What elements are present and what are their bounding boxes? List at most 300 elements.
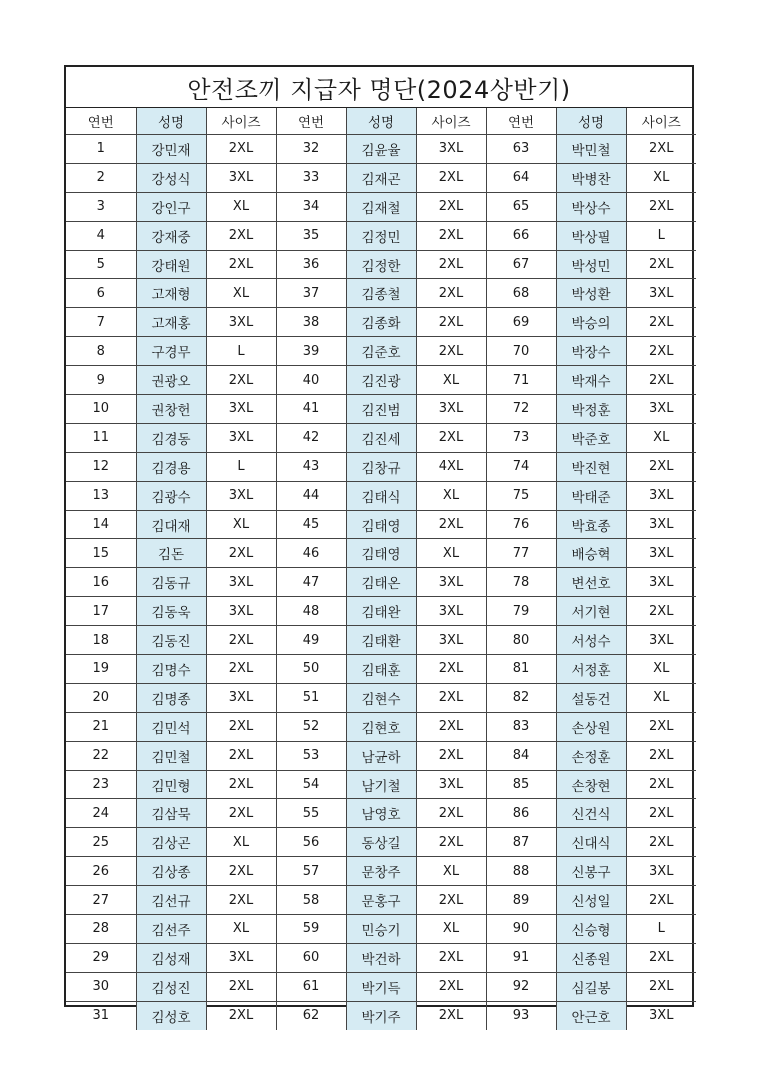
serial-number-cell: 23 — [66, 770, 136, 799]
serial-number-cell: 42 — [276, 423, 346, 452]
vest-size-cell: 3XL — [626, 539, 696, 568]
person-name-cell: 신봉구 — [556, 857, 626, 886]
vest-size-cell: 2XL — [416, 683, 486, 712]
vest-size-cell: 2XL — [416, 221, 486, 250]
table-row — [66, 452, 696, 481]
header-no: 연번 — [276, 108, 346, 135]
person-name-cell: 권창헌 — [136, 395, 206, 424]
vest-size-cell: 3XL — [626, 1001, 696, 1029]
vest-size-cell: L — [206, 337, 276, 366]
person-name-cell: 김동진 — [136, 626, 206, 655]
vest-size-cell: XL — [416, 366, 486, 395]
serial-number-cell: 86 — [486, 799, 556, 828]
person-name-cell: 김경용 — [136, 452, 206, 481]
serial-number-cell: 65 — [486, 192, 556, 221]
serial-number-cell: 83 — [486, 712, 556, 741]
person-name-cell: 박진현 — [556, 452, 626, 481]
table-row — [66, 915, 696, 944]
serial-number-cell: 34 — [276, 192, 346, 221]
vest-size-cell: 3XL — [416, 770, 486, 799]
serial-number-cell: 48 — [276, 597, 346, 626]
vest-size-cell: 2XL — [206, 135, 276, 164]
person-name-cell: 김정민 — [346, 221, 416, 250]
person-name-cell: 서정훈 — [556, 655, 626, 684]
vest-size-cell: 2XL — [416, 192, 486, 221]
vest-size-cell: 2XL — [626, 943, 696, 972]
person-name-cell: 김삼묵 — [136, 799, 206, 828]
person-name-cell: 신건식 — [556, 799, 626, 828]
serial-number-cell: 92 — [486, 972, 556, 1001]
serial-number-cell: 11 — [66, 423, 136, 452]
table-row — [66, 1001, 696, 1029]
vest-size-cell: XL — [626, 655, 696, 684]
person-name-cell: 문홍구 — [346, 886, 416, 915]
serial-number-cell: 46 — [276, 539, 346, 568]
serial-number-cell: 25 — [66, 828, 136, 857]
person-name-cell: 김진세 — [346, 423, 416, 452]
vest-size-cell: 3XL — [416, 135, 486, 164]
header-row — [66, 108, 696, 135]
serial-number-cell: 17 — [66, 597, 136, 626]
vest-size-cell: 3XL — [626, 510, 696, 539]
table-row — [66, 655, 696, 684]
serial-number-cell: 53 — [276, 741, 346, 770]
document-title: 안전조끼 지급자 명단(2024상반기) — [66, 67, 692, 108]
table-row — [66, 683, 696, 712]
person-name-cell: 박성환 — [556, 279, 626, 308]
person-name-cell: 문창주 — [346, 857, 416, 886]
serial-number-cell: 31 — [66, 1001, 136, 1029]
serial-number-cell: 29 — [66, 943, 136, 972]
table-row — [66, 163, 696, 192]
serial-number-cell: 72 — [486, 395, 556, 424]
person-name-cell: 김경동 — [136, 423, 206, 452]
serial-number-cell: 16 — [66, 568, 136, 597]
person-name-cell: 박준호 — [556, 423, 626, 452]
person-name-cell: 박병찬 — [556, 163, 626, 192]
person-name-cell: 김진광 — [346, 366, 416, 395]
person-name-cell: 김윤율 — [346, 135, 416, 164]
person-name-cell: 신성일 — [556, 886, 626, 915]
serial-number-cell: 6 — [66, 279, 136, 308]
serial-number-cell: 76 — [486, 510, 556, 539]
person-name-cell: 김준호 — [346, 337, 416, 366]
serial-number-cell: 85 — [486, 770, 556, 799]
vest-size-cell: 2XL — [206, 857, 276, 886]
vest-size-cell: 3XL — [416, 395, 486, 424]
vest-size-cell: 2XL — [416, 1001, 486, 1029]
vest-size-cell: 2XL — [626, 337, 696, 366]
vest-size-cell: XL — [206, 828, 276, 857]
person-name-cell: 김태온 — [346, 568, 416, 597]
serial-number-cell: 35 — [276, 221, 346, 250]
person-name-cell: 박재수 — [556, 366, 626, 395]
vest-size-cell: 2XL — [626, 741, 696, 770]
vest-size-cell: 2XL — [416, 972, 486, 1001]
serial-number-cell: 7 — [66, 308, 136, 337]
vest-size-cell: 3XL — [206, 568, 276, 597]
serial-number-cell: 37 — [276, 279, 346, 308]
person-name-cell: 구경무 — [136, 337, 206, 366]
header-size: 사이즈 — [416, 108, 486, 135]
person-name-cell: 김대재 — [136, 510, 206, 539]
vest-size-cell: 2XL — [416, 423, 486, 452]
person-name-cell: 동상길 — [346, 828, 416, 857]
serial-number-cell: 39 — [276, 337, 346, 366]
person-name-cell: 박건하 — [346, 943, 416, 972]
vest-size-cell: 2XL — [206, 712, 276, 741]
serial-number-cell: 13 — [66, 481, 136, 510]
serial-number-cell: 82 — [486, 683, 556, 712]
serial-number-cell: 67 — [486, 250, 556, 279]
person-name-cell: 신대식 — [556, 828, 626, 857]
serial-number-cell: 54 — [276, 770, 346, 799]
table-row — [66, 972, 696, 1001]
serial-number-cell: 4 — [66, 221, 136, 250]
vest-size-cell: 2XL — [206, 799, 276, 828]
serial-number-cell: 58 — [276, 886, 346, 915]
vest-size-cell: 4XL — [416, 452, 486, 481]
person-name-cell: 김종화 — [346, 308, 416, 337]
vest-size-cell: 2XL — [416, 163, 486, 192]
person-name-cell: 박민철 — [556, 135, 626, 164]
vest-size-cell: 2XL — [626, 972, 696, 1001]
roster-sheet — [64, 65, 694, 1026]
vest-size-cell: 2XL — [416, 655, 486, 684]
serial-number-cell: 5 — [66, 250, 136, 279]
person-name-cell: 남영호 — [346, 799, 416, 828]
serial-number-cell: 18 — [66, 626, 136, 655]
person-name-cell: 김창규 — [346, 452, 416, 481]
vest-size-cell: 2XL — [206, 250, 276, 279]
serial-number-cell: 93 — [486, 1001, 556, 1029]
vest-size-cell: 3XL — [626, 395, 696, 424]
serial-number-cell: 12 — [66, 452, 136, 481]
vest-size-cell: 2XL — [416, 279, 486, 308]
vest-size-cell: 3XL — [626, 626, 696, 655]
vest-size-cell: 2XL — [416, 886, 486, 915]
person-name-cell: 배승혁 — [556, 539, 626, 568]
vest-size-cell: XL — [626, 423, 696, 452]
vest-size-cell: 2XL — [416, 712, 486, 741]
person-name-cell: 김태환 — [346, 626, 416, 655]
vest-size-cell: XL — [206, 192, 276, 221]
serial-number-cell: 68 — [486, 279, 556, 308]
vest-size-cell: XL — [416, 481, 486, 510]
serial-number-cell: 62 — [276, 1001, 346, 1029]
person-name-cell: 민승기 — [346, 915, 416, 944]
person-name-cell: 설동건 — [556, 683, 626, 712]
serial-number-cell: 27 — [66, 886, 136, 915]
vest-size-cell: 2XL — [626, 366, 696, 395]
table-row — [66, 626, 696, 655]
vest-size-cell: 2XL — [626, 308, 696, 337]
serial-number-cell: 41 — [276, 395, 346, 424]
serial-number-cell: 88 — [486, 857, 556, 886]
person-name-cell: 김재철 — [346, 192, 416, 221]
table-row — [66, 279, 696, 308]
vest-size-cell: 2XL — [626, 250, 696, 279]
person-name-cell: 김현호 — [346, 712, 416, 741]
serial-number-cell: 80 — [486, 626, 556, 655]
person-name-cell: 박효종 — [556, 510, 626, 539]
serial-number-cell: 56 — [276, 828, 346, 857]
table-row — [66, 741, 696, 770]
vest-size-cell: 3XL — [206, 395, 276, 424]
person-name-cell: 고재형 — [136, 279, 206, 308]
person-name-cell: 김성호 — [136, 1001, 206, 1029]
header-name: 성명 — [136, 108, 206, 135]
serial-number-cell: 51 — [276, 683, 346, 712]
serial-number-cell: 57 — [276, 857, 346, 886]
person-name-cell: 박상필 — [556, 221, 626, 250]
person-name-cell: 김태훈 — [346, 655, 416, 684]
serial-number-cell: 10 — [66, 395, 136, 424]
table-row — [66, 135, 696, 164]
vest-size-cell: 2XL — [416, 510, 486, 539]
serial-number-cell: 59 — [276, 915, 346, 944]
serial-number-cell: 87 — [486, 828, 556, 857]
vest-size-cell: XL — [626, 163, 696, 192]
serial-number-cell: 26 — [66, 857, 136, 886]
vest-size-cell: 3XL — [626, 857, 696, 886]
person-name-cell: 손창현 — [556, 770, 626, 799]
person-name-cell: 고재홍 — [136, 308, 206, 337]
serial-number-cell: 24 — [66, 799, 136, 828]
person-name-cell: 박장수 — [556, 337, 626, 366]
person-name-cell: 강민재 — [136, 135, 206, 164]
serial-number-cell: 1 — [66, 135, 136, 164]
table-row — [66, 395, 696, 424]
serial-number-cell: 14 — [66, 510, 136, 539]
vest-size-cell: 2XL — [416, 308, 486, 337]
serial-number-cell: 90 — [486, 915, 556, 944]
serial-number-cell: 8 — [66, 337, 136, 366]
vest-size-cell: 2XL — [626, 770, 696, 799]
serial-number-cell: 30 — [66, 972, 136, 1001]
serial-number-cell: 36 — [276, 250, 346, 279]
table-row — [66, 799, 696, 828]
table-row — [66, 308, 696, 337]
person-name-cell: 김태식 — [346, 481, 416, 510]
vest-size-cell: L — [626, 221, 696, 250]
vest-size-cell: 2XL — [626, 828, 696, 857]
vest-size-cell: XL — [626, 683, 696, 712]
person-name-cell: 박기주 — [346, 1001, 416, 1029]
person-name-cell: 김진범 — [346, 395, 416, 424]
person-name-cell: 박상수 — [556, 192, 626, 221]
person-name-cell: 박기득 — [346, 972, 416, 1001]
vest-size-cell: 2XL — [206, 770, 276, 799]
table-row — [66, 481, 696, 510]
table-row — [66, 828, 696, 857]
serial-number-cell: 2 — [66, 163, 136, 192]
serial-number-cell: 40 — [276, 366, 346, 395]
vest-size-cell: 3XL — [626, 279, 696, 308]
vest-size-cell: 2XL — [206, 221, 276, 250]
header-name: 성명 — [346, 108, 416, 135]
table-row — [66, 857, 696, 886]
vest-size-cell: 2XL — [416, 741, 486, 770]
person-name-cell: 신종원 — [556, 943, 626, 972]
serial-number-cell: 44 — [276, 481, 346, 510]
table-row — [66, 770, 696, 799]
person-name-cell: 박승의 — [556, 308, 626, 337]
person-name-cell: 남기철 — [346, 770, 416, 799]
vest-size-cell: 2XL — [206, 366, 276, 395]
serial-number-cell: 52 — [276, 712, 346, 741]
vest-size-cell: 2XL — [416, 250, 486, 279]
vest-size-cell: 2XL — [206, 886, 276, 915]
vest-size-cell: 3XL — [416, 626, 486, 655]
vest-size-cell: 2XL — [206, 539, 276, 568]
header-size: 사이즈 — [206, 108, 276, 135]
person-name-cell: 서성수 — [556, 626, 626, 655]
person-name-cell: 김선규 — [136, 886, 206, 915]
table-row — [66, 423, 696, 452]
serial-number-cell: 81 — [486, 655, 556, 684]
serial-number-cell: 49 — [276, 626, 346, 655]
serial-number-cell: 47 — [276, 568, 346, 597]
vest-size-cell: L — [206, 452, 276, 481]
table-row — [66, 886, 696, 915]
serial-number-cell: 77 — [486, 539, 556, 568]
serial-number-cell: 64 — [486, 163, 556, 192]
vest-size-cell: XL — [206, 279, 276, 308]
person-name-cell: 김광수 — [136, 481, 206, 510]
vest-size-cell: 2XL — [626, 799, 696, 828]
person-name-cell: 김동규 — [136, 568, 206, 597]
person-name-cell: 강성식 — [136, 163, 206, 192]
person-name-cell: 김명종 — [136, 683, 206, 712]
vest-size-cell: 3XL — [416, 568, 486, 597]
vest-size-cell: XL — [206, 915, 276, 944]
serial-number-cell: 55 — [276, 799, 346, 828]
vest-size-cell: 2XL — [416, 828, 486, 857]
serial-number-cell: 28 — [66, 915, 136, 944]
person-name-cell: 서기현 — [556, 597, 626, 626]
person-name-cell: 신승형 — [556, 915, 626, 944]
roster-table — [66, 108, 696, 1030]
vest-size-cell: 2XL — [626, 135, 696, 164]
vest-size-cell: 2XL — [206, 1001, 276, 1029]
vest-size-cell: 2XL — [626, 192, 696, 221]
serial-number-cell: 70 — [486, 337, 556, 366]
serial-number-cell: 89 — [486, 886, 556, 915]
table-row — [66, 539, 696, 568]
table-row — [66, 943, 696, 972]
person-name-cell: 김민철 — [136, 741, 206, 770]
serial-number-cell: 15 — [66, 539, 136, 568]
person-name-cell: 김명수 — [136, 655, 206, 684]
person-name-cell: 김상곤 — [136, 828, 206, 857]
vest-size-cell: 2XL — [626, 452, 696, 481]
table-row — [66, 568, 696, 597]
person-name-cell: 김상종 — [136, 857, 206, 886]
vest-size-cell: XL — [206, 510, 276, 539]
person-name-cell: 김태완 — [346, 597, 416, 626]
table-row — [66, 192, 696, 221]
vest-size-cell: 2XL — [206, 626, 276, 655]
serial-number-cell: 50 — [276, 655, 346, 684]
serial-number-cell: 75 — [486, 481, 556, 510]
person-name-cell: 박태준 — [556, 481, 626, 510]
vest-size-cell: XL — [416, 915, 486, 944]
serial-number-cell: 84 — [486, 741, 556, 770]
header-no: 연번 — [66, 108, 136, 135]
vest-size-cell: 3XL — [206, 943, 276, 972]
vest-size-cell: 3XL — [206, 683, 276, 712]
table-row — [66, 597, 696, 626]
serial-number-cell: 71 — [486, 366, 556, 395]
serial-number-cell: 32 — [276, 135, 346, 164]
vest-size-cell: 2XL — [416, 799, 486, 828]
person-name-cell: 김성재 — [136, 943, 206, 972]
person-name-cell: 강인구 — [136, 192, 206, 221]
table-row — [66, 510, 696, 539]
person-name-cell: 김돈 — [136, 539, 206, 568]
serial-number-cell: 9 — [66, 366, 136, 395]
serial-number-cell: 33 — [276, 163, 346, 192]
vest-size-cell: 2XL — [416, 337, 486, 366]
vest-size-cell: L — [626, 915, 696, 944]
serial-number-cell: 21 — [66, 712, 136, 741]
header-size: 사이즈 — [626, 108, 696, 135]
person-name-cell: 김종철 — [346, 279, 416, 308]
serial-number-cell: 66 — [486, 221, 556, 250]
vest-size-cell: 3XL — [416, 597, 486, 626]
person-name-cell: 김재곤 — [346, 163, 416, 192]
serial-number-cell: 20 — [66, 683, 136, 712]
serial-number-cell: 60 — [276, 943, 346, 972]
serial-number-cell: 61 — [276, 972, 346, 1001]
person-name-cell: 안근호 — [556, 1001, 626, 1029]
vest-size-cell: 2XL — [206, 655, 276, 684]
vest-size-cell: 2XL — [416, 943, 486, 972]
table-row — [66, 366, 696, 395]
serial-number-cell: 69 — [486, 308, 556, 337]
serial-number-cell: 3 — [66, 192, 136, 221]
person-name-cell: 김성진 — [136, 972, 206, 1001]
person-name-cell: 박정훈 — [556, 395, 626, 424]
person-name-cell: 김민석 — [136, 712, 206, 741]
person-name-cell: 김태영 — [346, 539, 416, 568]
person-name-cell: 권광오 — [136, 366, 206, 395]
serial-number-cell: 45 — [276, 510, 346, 539]
person-name-cell: 김동욱 — [136, 597, 206, 626]
person-name-cell: 강태원 — [136, 250, 206, 279]
vest-size-cell: 3XL — [206, 481, 276, 510]
table-row — [66, 712, 696, 741]
vest-size-cell: 3XL — [626, 568, 696, 597]
roster-body — [66, 135, 696, 1030]
header-name: 성명 — [556, 108, 626, 135]
person-name-cell: 김현수 — [346, 683, 416, 712]
vest-size-cell: 3XL — [206, 423, 276, 452]
person-name-cell: 손상원 — [556, 712, 626, 741]
serial-number-cell: 79 — [486, 597, 556, 626]
person-name-cell: 박성민 — [556, 250, 626, 279]
vest-size-cell: 3XL — [206, 308, 276, 337]
serial-number-cell: 78 — [486, 568, 556, 597]
person-name-cell: 심길봉 — [556, 972, 626, 1001]
serial-number-cell: 91 — [486, 943, 556, 972]
serial-number-cell: 22 — [66, 741, 136, 770]
serial-number-cell: 73 — [486, 423, 556, 452]
serial-number-cell: 43 — [276, 452, 346, 481]
vest-size-cell: 2XL — [206, 741, 276, 770]
person-name-cell: 김민형 — [136, 770, 206, 799]
